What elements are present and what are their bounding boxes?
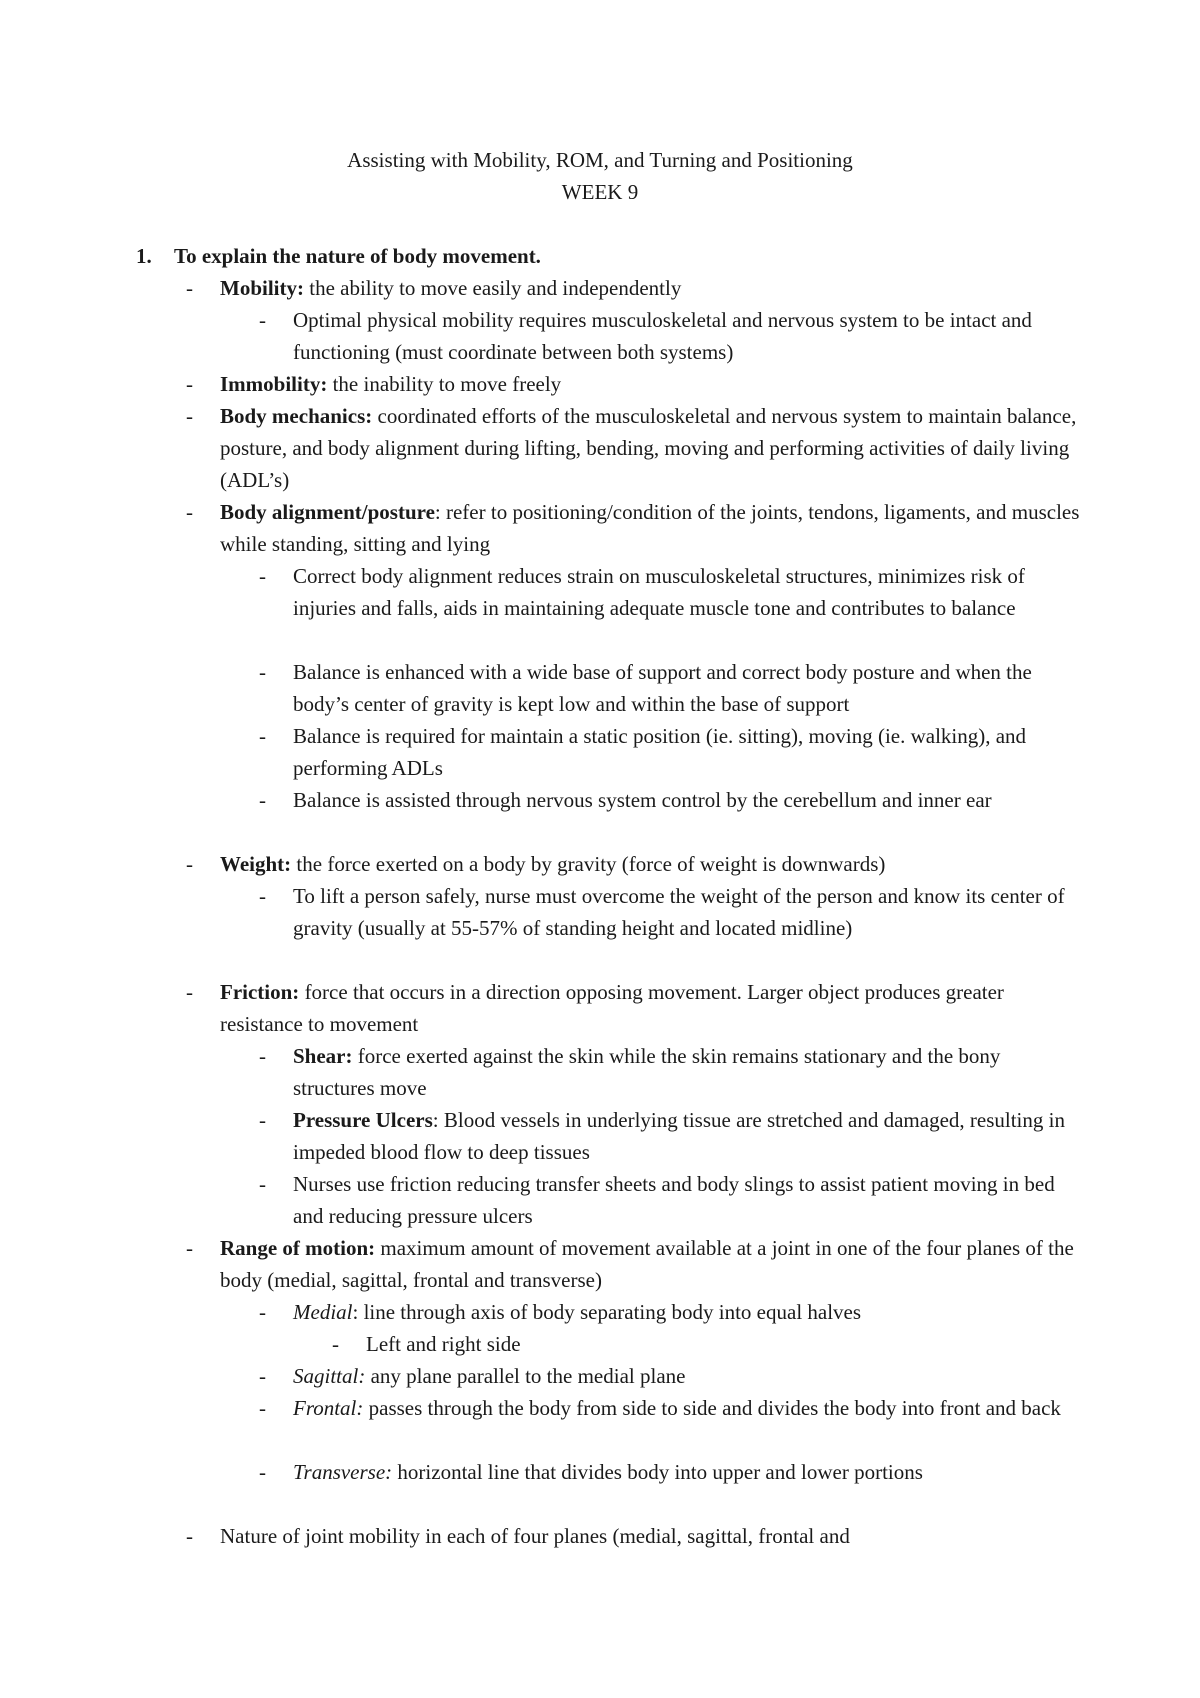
dash-bullet: - bbox=[259, 1108, 266, 1132]
document-subtitle: WEEK 9 bbox=[561, 180, 639, 204]
list-item-alignment-sub bbox=[259, 720, 1080, 784]
list-item-weight-sub bbox=[259, 880, 1080, 944]
dash-bullet: - bbox=[259, 1364, 266, 1388]
term: Shear: bbox=[293, 1044, 353, 1068]
item-text: Balance is assisted through nervous system control by the cerebellum and inner ear bbox=[293, 788, 992, 812]
definition: the force exerted on a body by gravity (force of weight is downwards) bbox=[291, 852, 886, 876]
list-item-body-mechanics bbox=[186, 400, 1080, 496]
term: Transverse: bbox=[293, 1460, 393, 1484]
definition: : line through axis of body separating body into equal halves bbox=[352, 1300, 862, 1324]
list-item-joint-mobility bbox=[186, 1520, 1080, 1552]
definition: force that occurs in a direction opposing movement. Larger object produces greater resistance to movement bbox=[220, 980, 1004, 1036]
definition: maximum amount of movement available at a joint in one of the four planes of the body (medial, sagittal, frontal and transverse) bbox=[220, 1236, 1074, 1292]
list-item-mobility bbox=[186, 272, 1080, 304]
section-number: 1. bbox=[136, 244, 152, 268]
item-text: Correct body alignment reduces strain on musculoskeletal structures, minimizes risk of injuries and falls, aids in maintaining adequate muscle tone and contributes to balance bbox=[293, 564, 1025, 620]
definition: the ability to move easily and independently bbox=[304, 276, 682, 300]
term: Body alignment/posture bbox=[220, 500, 435, 524]
term: Mobility: bbox=[220, 276, 304, 300]
list-item-alignment-sub bbox=[259, 784, 1080, 816]
dash-bullet: - bbox=[259, 724, 266, 748]
definition: coordinated efforts of the musculoskeletal and nervous system to maintain balance, posture, and body alignment during lifting, bending, moving and performing activities of daily living (ADL’s) bbox=[220, 404, 1077, 492]
dash-bullet: - bbox=[259, 1396, 266, 1420]
dash-bullet: - bbox=[186, 276, 193, 300]
dash-bullet: - bbox=[259, 1044, 266, 1068]
dash-bullet: - bbox=[259, 884, 266, 908]
list-item-immobility bbox=[186, 368, 1080, 400]
dash-bullet: - bbox=[259, 788, 266, 812]
dash-bullet: - bbox=[259, 308, 266, 332]
list-item-pressure-ulcers bbox=[259, 1104, 1080, 1168]
section-heading-text: To explain the nature of body movement. bbox=[174, 244, 541, 268]
dash-bullet: - bbox=[186, 852, 193, 876]
dash-bullet: - bbox=[186, 1236, 193, 1260]
item-text: Nature of joint mobility in each of four planes (medial, sagittal, frontal and bbox=[220, 1524, 850, 1548]
list-item-shear bbox=[259, 1040, 1080, 1104]
list-item-alignment-sub bbox=[259, 656, 1080, 720]
list-item-medial-sub bbox=[332, 1328, 1080, 1360]
term: Frontal: bbox=[293, 1396, 364, 1420]
item-text: Optimal physical mobility requires musculoskeletal and nervous system to be intact and functioning (must coordinate between both systems) bbox=[293, 308, 1032, 364]
section-heading bbox=[136, 240, 541, 272]
dash-bullet: - bbox=[259, 660, 266, 684]
dash-bullet: - bbox=[186, 404, 193, 428]
list-item-range-of-motion bbox=[186, 1232, 1080, 1296]
list-item-sagittal bbox=[259, 1360, 1080, 1392]
list-item-friction bbox=[186, 976, 1080, 1040]
term: Friction: bbox=[220, 980, 300, 1004]
list-item-transverse bbox=[259, 1456, 1080, 1488]
dash-bullet: - bbox=[259, 1300, 266, 1324]
item-text: To lift a person safely, nurse must overcome the weight of the person and know its center of gravity (usually at 55-57% of standing height and located midline) bbox=[293, 884, 1065, 940]
dash-bullet: - bbox=[259, 1172, 266, 1196]
definition: the inability to move freely bbox=[327, 372, 562, 396]
definition: horizontal line that divides body into upper and lower portions bbox=[392, 1460, 923, 1484]
term: Body mechanics: bbox=[220, 404, 373, 428]
list-item-mobility-sub bbox=[259, 304, 1080, 368]
dash-bullet: - bbox=[186, 980, 193, 1004]
list-item-medial bbox=[259, 1296, 1080, 1328]
item-text: Balance is enhanced with a wide base of support and correct body posture and when the body’s center of gravity is kept low and within the base of support bbox=[293, 660, 1032, 716]
dash-bullet: - bbox=[259, 564, 266, 588]
list-item-weight bbox=[186, 848, 1080, 880]
term: Range of motion: bbox=[220, 1236, 376, 1260]
item-text: Balance is required for maintain a static position (ie. sitting), moving (ie. walking), and performing ADLs bbox=[293, 724, 1027, 780]
item-text: Nurses use friction reducing transfer sheets and body slings to assist patient moving in bed and reducing pressure ulcers bbox=[293, 1172, 1055, 1228]
dash-bullet: - bbox=[186, 500, 193, 524]
definition: : refer to positioning/condition of the joints, tendons, ligaments, and muscles while standing, sitting and lying bbox=[220, 500, 1080, 556]
term: Sagittal: bbox=[293, 1364, 366, 1388]
list-item-body-alignment bbox=[186, 496, 1080, 560]
definition: : Blood vessels in underlying tissue are stretched and damaged, resulting in impeded blood flow to deep tissues bbox=[293, 1108, 1065, 1164]
dash-bullet: - bbox=[186, 372, 193, 396]
dash-bullet: - bbox=[332, 1332, 339, 1356]
document-title: Assisting with Mobility, ROM, and Turning and Positioning bbox=[347, 148, 853, 172]
item-text: Left and right side bbox=[366, 1332, 521, 1356]
term: Pressure Ulcers bbox=[293, 1108, 433, 1132]
term: Weight: bbox=[220, 852, 292, 876]
term: Medial bbox=[293, 1300, 353, 1324]
list-item-frontal bbox=[259, 1392, 1080, 1424]
definition: passes through the body from side to side and divides the body into front and back bbox=[363, 1396, 1061, 1420]
list-item-alignment-sub bbox=[259, 560, 1080, 624]
dash-bullet: - bbox=[186, 1524, 193, 1548]
definition: force exerted against the skin while the skin remains stationary and the bony structures move bbox=[293, 1044, 1001, 1100]
dash-bullet: - bbox=[259, 1460, 266, 1484]
term: Immobility: bbox=[220, 372, 328, 396]
list-item-friction-sub bbox=[259, 1168, 1080, 1232]
definition: any plane parallel to the medial plane bbox=[365, 1364, 686, 1388]
